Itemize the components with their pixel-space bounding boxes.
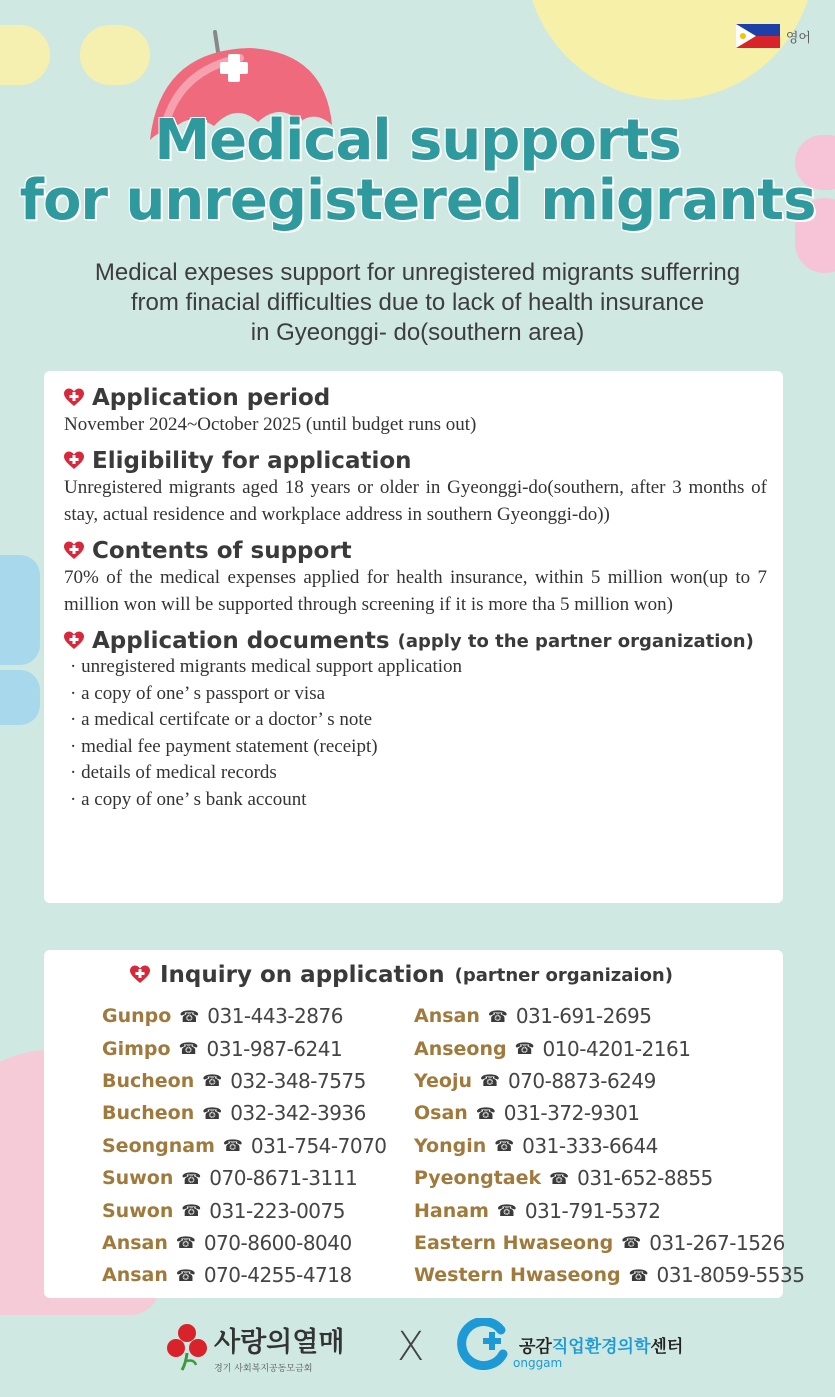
list-item: · a copy of one’ s passport or visa	[70, 681, 767, 708]
contact-city: Suwon	[102, 1199, 174, 1222]
phone-icon: ☎	[175, 1265, 196, 1285]
contact-phone: 031-987-6241	[206, 1036, 343, 1061]
contact-phone: 070-4255-4718	[203, 1263, 352, 1288]
heading-note: (partner organizaion)	[454, 964, 673, 986]
contact-city: Eastern Hwaseong	[414, 1231, 614, 1254]
heading-text: Application period	[92, 385, 331, 411]
gonggam-logo-tag: onggam	[513, 1356, 563, 1370]
phone-icon: ☎	[628, 1265, 649, 1285]
contact-row	[102, 1097, 387, 1129]
list-item: · a medical certifcate or a doctor’ s note	[70, 707, 767, 734]
contact-phone: 031-223-0075	[209, 1198, 345, 1223]
contact-city: Yongin	[414, 1134, 487, 1157]
contact-row	[414, 1065, 804, 1097]
love-fruit-logo	[166, 1320, 344, 1374]
phone-icon: ☎	[494, 1136, 515, 1156]
documents-list	[64, 654, 767, 813]
contact-phone: 031-691-2695	[515, 1004, 652, 1029]
language-label: 영어	[785, 30, 811, 46]
page-title-line1: Medical supports	[154, 108, 681, 173]
page-title-line2: for unregistered migrants	[19, 168, 816, 233]
contact-phone: 010-4201-2161	[542, 1036, 691, 1061]
contact-phone: 031-333-6644	[522, 1133, 658, 1158]
heading-note: (apply to the partner organization)	[397, 630, 754, 652]
contact-row	[414, 1162, 804, 1194]
contact-city: Hanam	[414, 1199, 489, 1222]
heading-text: Inquiry on application	[160, 962, 445, 988]
contact-city: Anseong	[414, 1037, 507, 1060]
contact-city: Pyeongtaek	[414, 1167, 542, 1190]
contact-row	[102, 1000, 387, 1032]
contact-phone: 032-348-7575	[230, 1068, 366, 1093]
contact-row	[414, 1097, 804, 1129]
contact-city: Seongnam	[102, 1134, 215, 1157]
contact-row	[102, 1065, 387, 1097]
contact-row	[414, 1227, 804, 1259]
contact-city: Osan	[414, 1102, 468, 1125]
phone-icon: ☎	[621, 1233, 642, 1253]
collaboration-separator: X	[397, 1324, 425, 1370]
section-eligibility	[64, 448, 767, 528]
language-indicator	[736, 24, 811, 48]
subtitle-line: from finacial difficulties due to lack of health insurance	[130, 289, 705, 316]
heading-text: Application documents	[92, 628, 390, 654]
phone-icon: ☎	[175, 1233, 196, 1253]
phone-icon: ☎	[475, 1103, 496, 1123]
heart-cross-icon	[64, 451, 84, 471]
contact-city: Gunpo	[102, 1005, 172, 1028]
list-item: · details of medical records	[70, 760, 767, 787]
footer	[0, 1310, 835, 1380]
phone-icon: ☎	[181, 1201, 202, 1221]
contact-row	[414, 1032, 804, 1064]
contact-city: Yeoju	[414, 1069, 472, 1092]
bg-blob	[0, 670, 40, 725]
contact-row	[102, 1194, 387, 1226]
bg-blob	[0, 555, 40, 665]
list-item: · medial fee payment statement (receipt)	[70, 734, 767, 761]
contact-row	[414, 1130, 804, 1162]
subtitle-line: Medical expeses support for unregistered migrants sufferring	[94, 259, 741, 286]
contact-city: Gimpo	[102, 1037, 171, 1060]
love-fruit-logo-name: 사랑의열매	[214, 1327, 345, 1358]
bg-blob	[525, 0, 815, 100]
contents-text: 70% of the medical expenses applied for health insurance, within 5 million won(up to 7 million won will be supported through screening if it is more tha 5 million won)	[64, 567, 767, 615]
contact-row	[102, 1130, 387, 1162]
contact-column-right	[414, 1000, 804, 1292]
phone-icon: ☎	[487, 1006, 508, 1026]
contact-phone: 031-443-2876	[207, 1004, 343, 1029]
inquiry-heading	[130, 962, 673, 988]
section-application-period	[64, 385, 767, 438]
heart-cross-icon	[64, 388, 84, 408]
phone-icon: ☎	[496, 1201, 517, 1221]
section-documents	[64, 628, 767, 813]
phone-icon: ☎	[181, 1168, 202, 1188]
contact-phone: 070-8671-3111	[209, 1166, 358, 1191]
section-heading	[64, 385, 767, 411]
list-item: · a copy of one’ s bank account	[70, 787, 767, 814]
love-fruit-logo-icon	[166, 1323, 208, 1371]
contact-row	[414, 1000, 804, 1032]
contact-row	[102, 1162, 387, 1194]
contact-phone: 032-342-3936	[230, 1101, 366, 1126]
contact-phone: 031-267-1526	[649, 1230, 785, 1255]
philippines-flag-icon	[736, 24, 780, 48]
section-heading	[64, 538, 767, 564]
heart-cross-icon	[64, 631, 84, 651]
contact-phone: 031-791-5372	[524, 1198, 661, 1223]
phone-icon: ☎	[480, 1071, 500, 1091]
contact-phone: 031-754-7070	[250, 1133, 387, 1158]
contact-row	[414, 1194, 804, 1226]
contact-row	[414, 1259, 804, 1291]
contact-row	[102, 1032, 387, 1064]
contact-city: Western Hwaseong	[414, 1264, 621, 1287]
gonggam-logo-icon	[457, 1318, 515, 1370]
section-heading	[64, 628, 767, 654]
contact-phone: 070-8600-8040	[203, 1230, 352, 1255]
section-heading	[64, 448, 767, 474]
eligibility-text: Unregistered migrants aged 18 years or older in Gyeonggi-do(southern, after 3 months of stay, actual residence and workplace address in southern Gyeonggi-do))	[64, 477, 767, 525]
inquiry-card	[44, 950, 805, 1298]
heading-text: Contents of support	[92, 538, 352, 564]
contact-city: Ansan	[102, 1264, 168, 1287]
section-contents	[64, 538, 767, 618]
contact-city: Bucheon	[102, 1069, 195, 1092]
gonggam-logo-text-part: 직업환경의학	[551, 1336, 651, 1357]
gonggam-logo	[457, 1318, 683, 1370]
contact-row	[102, 1259, 387, 1291]
heart-cross-icon	[130, 965, 150, 985]
phone-icon: ☎	[179, 1006, 200, 1026]
contact-city: Suwon	[102, 1167, 174, 1190]
heart-cross-icon	[64, 541, 84, 561]
contact-phone: 031-652-8855	[577, 1166, 713, 1191]
list-item: · unregistered migrants medical support application	[70, 654, 767, 681]
info-card	[44, 371, 783, 903]
page-subtitle	[0, 258, 835, 348]
subtitle-line: in Gyeonggi- do(southern area)	[250, 319, 585, 346]
contact-phone: 031-372-9301	[503, 1101, 640, 1126]
gonggam-logo-text-part: 센터	[650, 1336, 684, 1357]
phone-icon: ☎	[178, 1039, 199, 1059]
gonggam-logo-text-part: 공감	[519, 1336, 552, 1357]
contact-column-left	[102, 1000, 387, 1292]
phone-icon: ☎	[222, 1136, 243, 1156]
period-text: November 2024~October 2025 (until budget runs out)	[64, 414, 477, 435]
contact-phone: 070-8873-6249	[507, 1068, 656, 1093]
phone-icon: ☎	[514, 1039, 535, 1059]
gonggam-logo-text	[519, 1332, 683, 1357]
bg-blob	[0, 25, 50, 85]
contact-city: Ansan	[414, 1005, 480, 1028]
phone-icon: ☎	[549, 1168, 570, 1188]
contact-city: Ansan	[102, 1231, 168, 1254]
heading-text: Eligibility for application	[92, 448, 412, 474]
contact-city: Bucheon	[102, 1102, 195, 1125]
contact-row	[102, 1227, 387, 1259]
phone-icon: ☎	[202, 1071, 223, 1091]
phone-icon: ☎	[202, 1103, 223, 1123]
contact-phone: 031-8059-5535	[656, 1263, 805, 1288]
love-fruit-logo-sub: 경기 사회복지공동모금회	[214, 1364, 313, 1374]
